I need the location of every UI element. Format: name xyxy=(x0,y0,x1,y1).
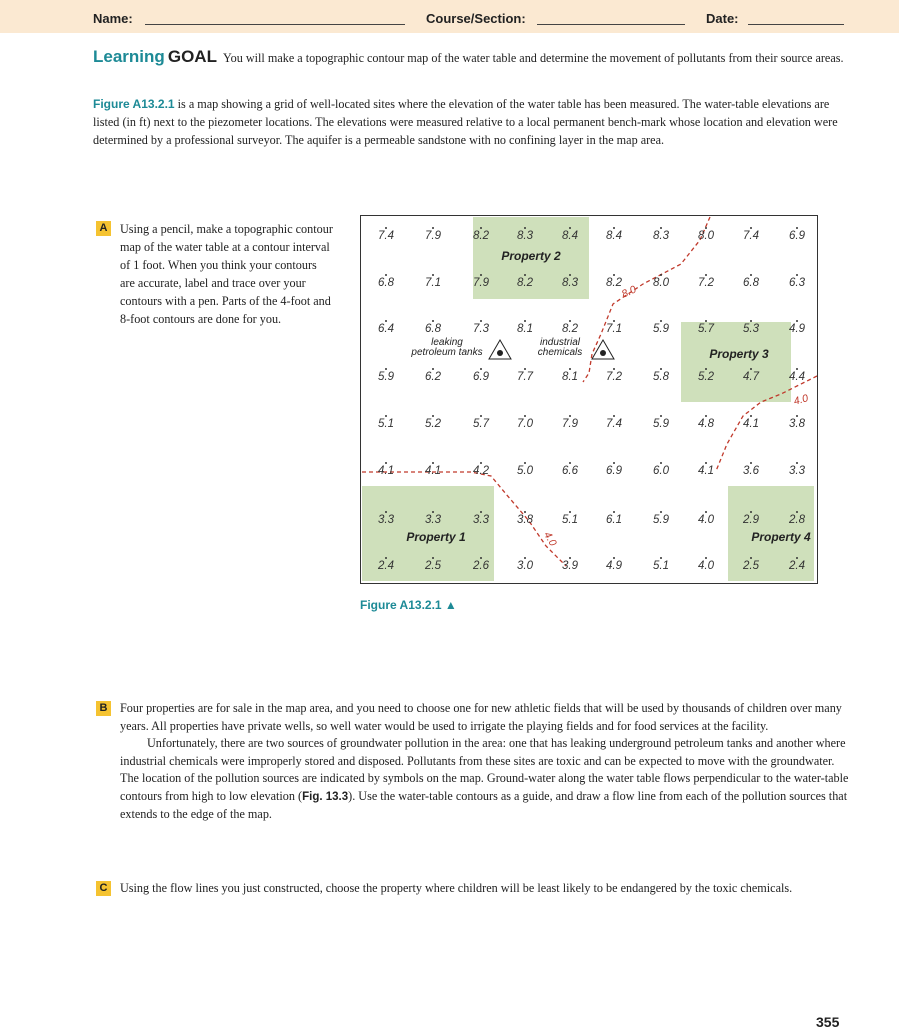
well-value: 4.1 xyxy=(698,465,714,477)
section-c-text: Using the flow lines you just constructed, choose the property where children will be least likely to be endangered by the toxic chemicals. xyxy=(120,881,793,895)
well-value: 7.4 xyxy=(743,230,759,242)
section-a-text: Using a pencil, make a topographic contour map of the water table at a contour interval of 1 foot. When you think your contours are accurate, label and trace over your contours with a pen. Parts of the 4-foot and 8-foot contours are done for you. xyxy=(120,222,333,326)
well-value: 8.0 xyxy=(698,230,714,242)
well-value: 2.9 xyxy=(743,514,759,526)
well-value: 4.2 xyxy=(473,465,489,477)
well-value: 8.2 xyxy=(562,323,578,335)
well-value: 4.4 xyxy=(789,371,805,383)
property-1-label: Property 1 xyxy=(406,530,466,544)
name-label: Name: xyxy=(93,11,133,26)
well-value: 4.1 xyxy=(378,465,394,477)
water-table-map xyxy=(360,215,818,584)
well-value: 8.3 xyxy=(653,230,669,242)
well-value: 7.1 xyxy=(606,323,622,335)
fig-13-3-ref: Fig. 13.3 xyxy=(302,790,349,803)
learning-goal-title-2: GOAL xyxy=(167,47,217,66)
petroleum-tanks-symbol xyxy=(489,340,511,359)
well-value: 5.7 xyxy=(473,418,489,430)
well-value: 5.0 xyxy=(517,465,533,477)
date-field[interactable] xyxy=(748,24,844,25)
well-value: 4.7 xyxy=(743,371,759,383)
contour-label-4-east: 4.0 xyxy=(792,392,810,408)
well-value: 8.2 xyxy=(473,230,489,242)
learning-goal xyxy=(93,48,853,67)
page-number: 355 xyxy=(816,1014,840,1030)
well-value: 6.3 xyxy=(789,277,805,289)
well-value: 5.1 xyxy=(653,560,669,572)
well-value: 7.2 xyxy=(606,371,622,383)
well-value: 8.3 xyxy=(517,230,533,242)
well-value: 5.2 xyxy=(698,371,714,383)
well-value: 8.1 xyxy=(517,323,533,335)
well-value: 3.9 xyxy=(562,560,578,572)
well-value: 7.9 xyxy=(562,418,578,430)
well-value: 4.9 xyxy=(789,323,805,335)
section-c xyxy=(93,880,853,898)
well-value: 6.9 xyxy=(473,371,489,383)
well-value: 2.5 xyxy=(425,560,441,572)
property-3-label: Property 3 xyxy=(709,347,769,361)
well-value: 7.0 xyxy=(517,418,533,430)
well-value: 7.4 xyxy=(606,418,622,430)
well-value: 4.0 xyxy=(698,560,714,572)
well-value: 5.2 xyxy=(425,418,441,430)
section-b-paragraph-2: Unfortunately, there are two sources of groundwater pollution in the area: one that has leaking underground petroleum tanks and another where industrial chemicals were improperly stored and disposed. Pollutants from these sites are toxic and can be expected to move with the groundwater. The location of the pollution sources are indicated by symbols on the map. Ground-water along the water table flows perpendicular to the water-table contours from high to low elevation (Fig. 13.3). Use the water-table contours as a guide, and draw a flow line from each of the pollution sources that extends to the edge of the map. xyxy=(120,736,849,821)
well-value: 8.2 xyxy=(517,277,533,289)
intro-figure-ref: Figure A13.2.1 xyxy=(93,97,175,111)
course-field[interactable] xyxy=(537,24,685,25)
student-info-header xyxy=(0,0,899,33)
well-value: 6.1 xyxy=(606,514,622,526)
well-value: 3.8 xyxy=(517,514,533,526)
well-value: 4.8 xyxy=(698,418,714,430)
well-value: 5.1 xyxy=(378,418,394,430)
well-value: 3.3 xyxy=(425,514,441,526)
well-value: 7.4 xyxy=(378,230,394,242)
well-value: 7.9 xyxy=(473,277,489,289)
well-value: 4.0 xyxy=(698,514,714,526)
well-value: 7.9 xyxy=(425,230,441,242)
well-value: 2.4 xyxy=(378,560,394,572)
learning-goal-text: You will make a topographic contour map of the water table and determine the movement of pollutants from their source areas. xyxy=(223,51,844,65)
petroleum-tanks-label: leaking petroleum tanks xyxy=(411,337,483,358)
section-c-badge: C xyxy=(96,881,111,896)
well-value: 2.4 xyxy=(789,560,805,572)
course-label: Course/Section: xyxy=(426,11,526,26)
contour-overlay xyxy=(361,216,817,583)
well-value: 6.4 xyxy=(378,323,394,335)
well-value: 6.9 xyxy=(606,465,622,477)
section-b-paragraph-1: Four properties are for sale in the map area, and you need to choose one for new athletic fields that will be used by thousands of children over many years. All properties have private wells, so well water would be used to irrigate the playing fields and for food services at the facility. xyxy=(120,701,842,733)
well-value: 7.2 xyxy=(698,277,714,289)
well-value: 6.9 xyxy=(789,230,805,242)
learning-goal-title-1: Learning xyxy=(93,47,165,66)
well-value: 7.3 xyxy=(473,323,489,335)
intro-text: is a map showing a grid of well-located sites where the elevation of the water table has been measured. The water-table elevations are listed (in ft) next to the piezometer locations. The elevations were measured relative to a local permanent bench-mark whose location and elevation were determined by a professional surveyor. The aquifer is a permeable sandstone with no confining layer in the map area. xyxy=(93,97,838,147)
well-value: 5.9 xyxy=(378,371,394,383)
well-value: 7.1 xyxy=(425,277,441,289)
intro-paragraph xyxy=(93,95,845,149)
well-value: 8.4 xyxy=(606,230,622,242)
well-value: 8.3 xyxy=(562,277,578,289)
name-field[interactable] xyxy=(145,24,405,25)
well-value: 3.0 xyxy=(517,560,533,572)
well-value: 3.6 xyxy=(743,465,759,477)
well-value: 7.7 xyxy=(517,371,533,383)
well-value: 6.6 xyxy=(562,465,578,477)
contour-label-8: 8.0 xyxy=(619,283,639,301)
well-value: 6.8 xyxy=(743,277,759,289)
well-value: 2.6 xyxy=(473,560,489,572)
well-value: 5.1 xyxy=(562,514,578,526)
well-value: 8.0 xyxy=(653,277,669,289)
well-value: 5.9 xyxy=(653,514,669,526)
section-a-badge: A xyxy=(96,221,111,236)
well-value: 3.3 xyxy=(378,514,394,526)
well-value: 6.8 xyxy=(378,277,394,289)
well-value: 5.3 xyxy=(743,323,759,335)
well-value: 6.0 xyxy=(653,465,669,477)
well-value: 6.8 xyxy=(425,323,441,335)
well-value: 4.9 xyxy=(606,560,622,572)
property-4-label: Property 4 xyxy=(751,530,811,544)
well-value: 8.2 xyxy=(606,277,622,289)
well-value: 5.9 xyxy=(653,323,669,335)
section-b xyxy=(93,700,853,824)
contour-label-4-west: 4.0 xyxy=(541,529,559,549)
well-value: 3.8 xyxy=(789,418,805,430)
well-value: 2.5 xyxy=(743,560,759,572)
well-value: 8.4 xyxy=(562,230,578,242)
well-value: 4.1 xyxy=(743,418,759,430)
industrial-chemicals-symbol xyxy=(592,340,614,359)
well-value: 5.8 xyxy=(653,371,669,383)
well-value: 3.3 xyxy=(473,514,489,526)
well-value: 6.2 xyxy=(425,371,441,383)
well-value: 5.7 xyxy=(698,323,714,335)
well-value: 4.1 xyxy=(425,465,441,477)
well-value: 2.8 xyxy=(789,514,805,526)
well-value: 3.3 xyxy=(789,465,805,477)
section-b-badge: B xyxy=(96,701,111,716)
well-value: 8.1 xyxy=(562,371,578,383)
property-2-label: Property 2 xyxy=(501,249,561,263)
figure-caption: Figure A13.2.1 ▲ xyxy=(360,598,457,612)
section-a xyxy=(93,220,333,328)
well-value: 5.9 xyxy=(653,418,669,430)
industrial-chemicals-label: industrial chemicals xyxy=(537,337,583,358)
date-label: Date: xyxy=(706,11,739,26)
